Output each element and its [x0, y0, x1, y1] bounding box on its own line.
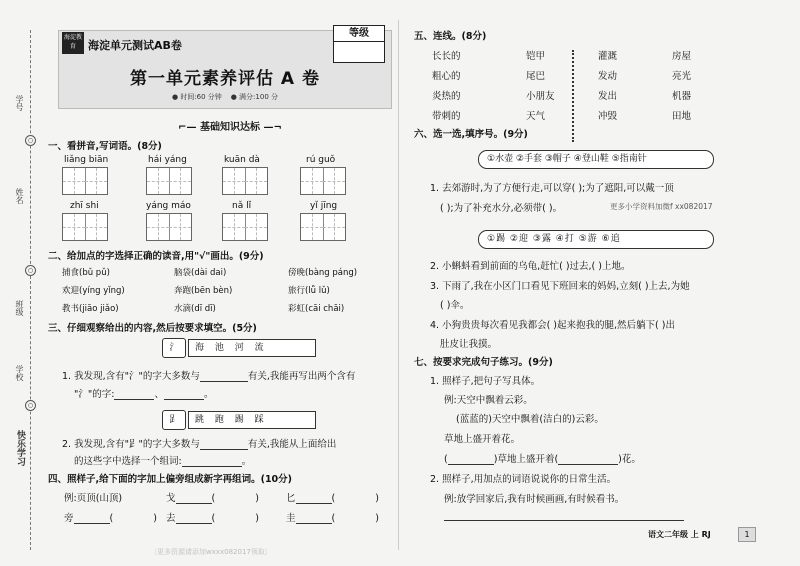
- gutter-slogan: 快乐学习: [15, 430, 25, 466]
- pinyin: liǎng biān: [64, 155, 109, 165]
- binding-hole: ○: [25, 135, 36, 146]
- pinyin: yǐ jīng: [310, 201, 338, 211]
- publisher-logo: 海淀教育: [62, 32, 84, 54]
- gutter-name: 姓名: [15, 188, 24, 204]
- q4-item: 圭 ( ): [286, 513, 379, 524]
- match-item[interactable]: 铠甲: [526, 51, 546, 62]
- q4-item: 去 ( ): [166, 513, 259, 524]
- match-item[interactable]: 亮光: [672, 71, 692, 82]
- answer-line[interactable]: [444, 520, 684, 521]
- q6-title: 六、选一选,填序号。(9分): [414, 129, 528, 140]
- gutter-student-number: 学号: [15, 95, 24, 111]
- q6-sentence: 2. 小蝌蚪看到前面的乌龟,赶忙( )过去,( )上地。: [430, 261, 631, 272]
- pinyin: rú guǒ: [306, 155, 336, 165]
- answer-blank[interactable]: [558, 454, 618, 465]
- q3-sentence: "氵"的字: 、 。: [74, 389, 214, 400]
- q6-sentence: 肚皮让我摸。: [440, 339, 498, 350]
- pinyin: kuān dà: [224, 155, 260, 165]
- q1-title: 一、看拼音,写词语。(8分): [48, 141, 162, 152]
- q7-instruction: 2. 照样子,用加点的词语说说你的日常生活。: [430, 474, 617, 485]
- binding-hole: ○: [25, 400, 36, 411]
- footer-subject: 语文二年级 上 RJ: [648, 530, 711, 539]
- match-item[interactable]: 尾巴: [526, 71, 546, 82]
- section-banner: ⌐— 基础知识达标 —¬: [178, 122, 282, 133]
- q7-example: (蓝蓝的)天空中飘着(洁白的)云彩。: [456, 414, 604, 425]
- match-item[interactable]: 灌溉: [598, 51, 618, 62]
- binding-line: [30, 30, 31, 550]
- q3-sentence: 1. 我发现,含有"氵"的字大多数与 有关,我能再写出两个含有: [62, 371, 356, 382]
- answer-grid[interactable]: [62, 213, 108, 241]
- option-list: ①水壶 ②手套 ③帽子 ④登山鞋 ⑤指南针: [478, 150, 714, 169]
- q6-sentence: ( )伞。: [440, 300, 470, 311]
- match-item[interactable]: 天气: [526, 111, 546, 122]
- reading-choice[interactable]: 教书(jiāo jiǎo): [62, 304, 119, 314]
- q7-title: 七、按要求完成句子练习。(9分): [414, 357, 553, 368]
- exam-score: ● 满分:100 分: [230, 93, 278, 101]
- q6-sentence: 4. 小狗贵贵每次看见我都会( )起来抱我的腿,然后躺下( )出: [430, 320, 675, 331]
- q5-title: 五、连线。(8分): [414, 31, 487, 42]
- q2-title: 二、给加点的字选择正确的读音,用"√"画出。(9分): [48, 251, 264, 262]
- reading-choice[interactable]: 捕食(bǔ pǔ): [62, 268, 110, 278]
- reading-choice[interactable]: 傍晚(bàng páng): [288, 268, 358, 278]
- column-divider: [398, 20, 399, 550]
- q3-title: 三、仔细观察给出的内容,然后按要求填空。(5分): [48, 323, 257, 334]
- option-list: ①踢 ②迎 ③露 ④打 ⑤游 ⑥追: [478, 230, 714, 249]
- radical-foot-icon: 𧾷: [162, 410, 186, 430]
- q6-sentence: 1. 去郊游时,为了方便行走,可以穿( );为了遮阳,可以戴一顶: [430, 183, 674, 194]
- answer-blank[interactable]: [164, 389, 204, 400]
- gutter-class: 班级: [15, 300, 24, 316]
- grade-box: [333, 25, 385, 63]
- answer-grid[interactable]: [300, 213, 346, 241]
- answer-blank[interactable]: [114, 389, 154, 400]
- answer-blank[interactable]: [448, 454, 494, 465]
- answer-blank[interactable]: [200, 439, 248, 450]
- q4-example: 例:页顶(山顶): [64, 493, 123, 504]
- q7-task: 草地上盛开着花。: [444, 434, 521, 445]
- gutter-school: 学校: [15, 365, 24, 381]
- answer-grid[interactable]: [300, 167, 346, 195]
- pinyin: hái yáng: [148, 155, 187, 165]
- match-item[interactable]: 田地: [672, 111, 692, 122]
- q7-example: 例:放学回家后,我有时候画画,有时候看书。: [444, 494, 625, 505]
- match-item[interactable]: 粗心的: [432, 71, 461, 82]
- page-number: 1: [738, 527, 756, 542]
- page-title: 第一单元素养评估 A 卷: [130, 69, 320, 89]
- match-item[interactable]: 房屋: [672, 51, 692, 62]
- answer-grid[interactable]: [62, 167, 108, 195]
- answer-blank[interactable]: [200, 371, 248, 382]
- answer-grid[interactable]: [146, 167, 192, 195]
- q7-example: 例:天空中飘着云彩。: [444, 395, 533, 406]
- match-item[interactable]: 冲毁: [598, 111, 618, 122]
- match-item[interactable]: 小朋友: [526, 91, 555, 102]
- reading-choice[interactable]: 奔跑(bēn bèn): [174, 286, 233, 296]
- match-item[interactable]: 机器: [672, 91, 692, 102]
- char-group: 海 池 河 流: [188, 339, 316, 357]
- answer-grid[interactable]: [222, 167, 268, 195]
- q4-item: 匕 ( ): [286, 493, 379, 504]
- exam-meta: [60, 92, 390, 102]
- reading-choice[interactable]: 脑袋(dài dai): [174, 268, 227, 278]
- q7-task: ( )草地上盛开着( )花。: [444, 454, 641, 465]
- binding-hole: ○: [25, 265, 36, 276]
- match-item[interactable]: 炎热的: [432, 91, 461, 102]
- reading-choice[interactable]: 彩虹(cāi chāi): [288, 304, 345, 314]
- answer-grid[interactable]: [146, 213, 192, 241]
- bottom-watermark: 〔更多资源请添加wxxx082017领取〕: [150, 548, 272, 556]
- match-item[interactable]: 发出: [598, 91, 618, 102]
- q3-sentence: 的这些字中选择一个组词: 。: [74, 456, 252, 467]
- pinyin: yáng máo: [146, 201, 191, 211]
- q4-item: 旁 ( ): [64, 513, 157, 524]
- match-item[interactable]: 长长的: [432, 51, 461, 62]
- q6-sentence: 3. 下雨了,我在小区门口看见下班回来的妈妈,立刻( )上去,为她: [430, 281, 690, 292]
- separator-dots: [572, 50, 574, 142]
- series-brand: 海淀单元测试AB卷: [88, 39, 182, 52]
- q4-item: 戈 ( ): [166, 493, 259, 504]
- exam-time: ● 时间:60 分钟: [171, 93, 222, 101]
- reading-choice[interactable]: 欢迎(yíng yǐng): [62, 286, 125, 296]
- pinyin: nǎ lǐ: [232, 201, 252, 211]
- radical-water-icon: 氵: [162, 338, 186, 358]
- q6-sentence: ( );为了补充水分,必须带( )。: [440, 203, 563, 214]
- answer-grid[interactable]: [222, 213, 268, 241]
- pinyin: zhī shi: [70, 201, 99, 211]
- watermark-text: 更多小学资料加微f xx082017: [610, 202, 713, 211]
- q7-instruction: 1. 照样子,把句子写具体。: [430, 376, 541, 387]
- char-group: 跳 跑 踢 踩: [188, 411, 316, 429]
- match-item[interactable]: 带刺的: [432, 111, 461, 122]
- answer-blank[interactable]: [182, 456, 242, 467]
- grade-label: 等级: [334, 26, 384, 42]
- reading-choice[interactable]: 水滴(dī dī): [174, 304, 216, 314]
- reading-choice[interactable]: 旅行(lǚ lǔ): [288, 286, 330, 296]
- match-item[interactable]: 发动: [598, 71, 618, 82]
- q4-title: 四、照样子,给下面的字加上偏旁组成新字再组词。(10分): [48, 474, 293, 485]
- q3-sentence: 2. 我发现,含有"𧾷"的字大多数与 有关,我能从上面给出: [62, 439, 337, 450]
